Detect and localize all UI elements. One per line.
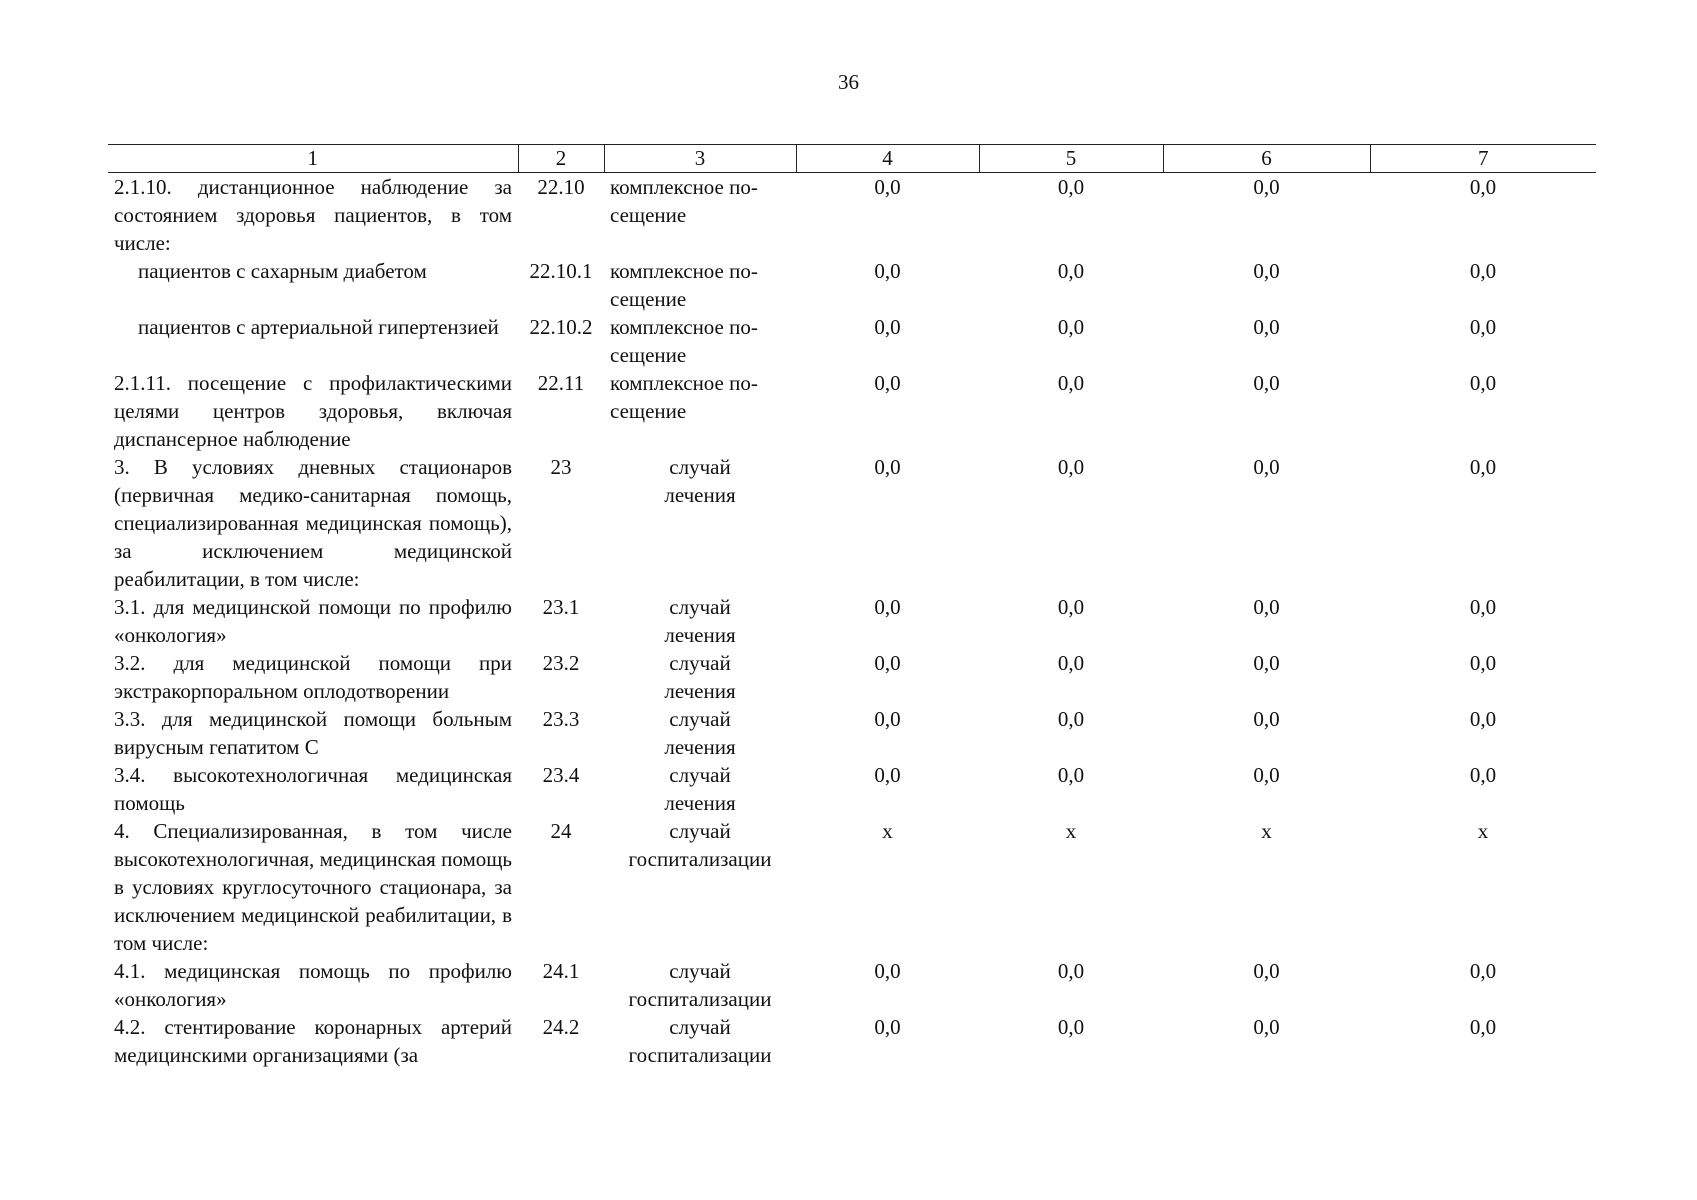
table-row [108,257,1596,313]
row-value-6: х [1261,819,1272,843]
column-header: 3 [604,145,796,173]
unit-line: случай [669,595,731,619]
row-code: 22.10 [537,175,585,199]
column-header: 1 [108,145,518,173]
unit-line: госпитализации [628,847,772,871]
row-value-5: 0,0 [1057,763,1085,787]
unit-line: лечения [664,483,736,507]
unit-line: сещение [610,287,687,311]
table-row [108,173,1596,258]
row-value-5: 0,0 [1057,651,1085,675]
row-value-7: 0,0 [1469,315,1497,339]
row-code: 23.2 [542,651,580,675]
unit-line: случай [669,707,731,731]
row-value-7: 0,0 [1469,455,1497,479]
row-code: 23.1 [542,595,580,619]
row-value-5: 0,0 [1057,371,1085,395]
row-code: 23 [550,455,572,479]
column-header: 2 [518,145,604,173]
row-code: 24 [550,819,572,843]
row-unit [604,313,796,369]
row-value-7: 0,0 [1469,651,1497,675]
table-row [108,369,1596,453]
row-code: 23.4 [542,763,580,787]
table-row [108,817,1596,957]
row-value-4: 0,0 [874,175,901,199]
row-description: 3. В условиях дневных стационаров (первичная медико-санитарная помощь, специализированная медицинская помощь), за исключением медицинской реабилитации, в том числе: [114,455,512,591]
unit-line: случай [669,455,731,479]
row-value-6: 0,0 [1253,455,1280,479]
row-value-4: 0,0 [874,315,901,339]
row-description: 3.4. высокотехнологичная медицинская помощь [114,763,512,815]
row-value-7: 0,0 [1469,595,1497,619]
row-value-4: 0,0 [874,371,901,395]
unit-line: лечения [664,791,736,815]
row-value-4: х [882,819,893,843]
unit-line: комплексное по- [610,259,758,283]
table-row [108,957,1596,1013]
row-unit [604,1013,796,1069]
page-number: 36 [838,70,859,94]
table-row [108,313,1596,369]
unit-line: случай [669,1015,731,1039]
unit-line: случай [669,651,731,675]
row-value-4: 0,0 [874,595,901,619]
header-row [108,145,1596,173]
row-value-5: 0,0 [1057,315,1085,339]
row-description: 4.2. стентирование коронарных артерий медицинскими организациями (за [114,1015,512,1067]
unit-line: комплексное по- [610,175,758,199]
row-description: 4.1. медицинская помощь по профилю «онкология» [114,959,512,1011]
row-code: 24.2 [542,1015,580,1039]
row-value-4: 0,0 [874,959,901,983]
indicators-table [108,144,1596,1069]
row-value-6: 0,0 [1253,315,1280,339]
row-value-6: 0,0 [1253,707,1280,731]
row-value-6: 0,0 [1253,259,1280,283]
row-code: 24.1 [542,959,580,983]
row-value-7: 0,0 [1469,959,1497,983]
row-code: 22.10.1 [529,259,593,283]
row-value-4: 0,0 [874,455,901,479]
column-header: 7 [1370,145,1596,173]
row-unit [604,761,796,817]
row-value-5: 0,0 [1057,259,1085,283]
row-value-6: 0,0 [1253,595,1280,619]
row-value-7: х [1477,819,1489,843]
unit-line: случай [669,763,731,787]
row-value-6: 0,0 [1253,959,1280,983]
row-unit [604,173,796,258]
row-value-4: 0,0 [874,651,901,675]
row-value-6: 0,0 [1253,175,1280,199]
row-description: пациентов с артериальной гипертензией [138,315,499,339]
row-description: 2.1.11. посещение с профилактическими целями центров здоровья, включая диспансерное наблюдение [114,371,512,451]
row-value-6: 0,0 [1253,371,1280,395]
row-unit [604,705,796,761]
row-value-4: 0,0 [874,763,901,787]
unit-line: случай [669,819,731,843]
row-unit [604,369,796,453]
row-value-5: 0,0 [1057,1015,1085,1039]
row-value-5: 0,0 [1057,175,1085,199]
unit-line: комплексное по- [610,315,758,339]
row-value-6: 0,0 [1253,763,1280,787]
row-unit [604,817,796,957]
row-value-4: 0,0 [874,259,901,283]
column-header: 6 [1163,145,1370,173]
row-value-7: 0,0 [1469,707,1497,731]
row-description: 4. Специализированная, в том числе высокотехнологичная, медицинская помощь в условиях круглосуточного стационара, за исключением медицинской реабилитации, в том числе: [114,819,512,955]
table-row [108,1013,1596,1069]
unit-line: сещение [610,343,687,367]
row-value-7: 0,0 [1469,259,1497,283]
table-row [108,593,1596,649]
table-row [108,705,1596,761]
table-row [108,649,1596,705]
unit-line: сещение [610,203,687,227]
row-value-5: х [1065,819,1077,843]
row-unit [604,453,796,593]
unit-line: госпитализации [628,987,772,1011]
row-value-5: 0,0 [1057,455,1085,479]
row-value-6: 0,0 [1253,651,1280,675]
unit-line: комплексное по- [610,371,758,395]
row-code: 22.10.2 [529,315,593,339]
row-description: пациентов с сахарным диабетом [138,259,427,283]
row-description: 3.3. для медицинской помощи больным вирусным гепатитом С [114,707,512,759]
row-unit [604,593,796,649]
row-value-6: 0,0 [1253,1015,1280,1039]
unit-line: лечения [664,623,736,647]
row-unit [604,957,796,1013]
row-value-4: 0,0 [874,1015,901,1039]
row-value-5: 0,0 [1057,707,1085,731]
column-header: 4 [796,145,979,173]
row-value-4: 0,0 [874,707,901,731]
row-value-5: 0,0 [1057,595,1085,619]
row-value-7: 0,0 [1469,371,1497,395]
table-row [108,453,1596,593]
unit-line: случай [669,959,731,983]
column-header: 5 [979,145,1163,173]
row-value-5: 0,0 [1057,959,1085,983]
unit-line: лечения [664,679,736,703]
row-description: 2.1.10. дистанционное наблюдение за состоянием здоровья пациентов, в том числе: [114,175,512,255]
row-code: 22.11 [537,371,585,395]
unit-line: сещение [610,399,687,423]
unit-line: лечения [664,735,736,759]
row-value-7: 0,0 [1469,1015,1497,1039]
unit-line: госпитализации [628,1043,772,1067]
table-row [108,761,1596,817]
row-description: 3.1. для медицинской помощи по профилю «онкология» [114,595,512,647]
row-description: 3.2. для медицинской помощи при экстракорпоральном оплодотворении [114,651,512,703]
row-value-7: 0,0 [1469,175,1497,199]
row-unit [604,649,796,705]
row-code: 23.3 [542,707,580,731]
row-unit [604,257,796,313]
row-value-7: 0,0 [1469,763,1497,787]
